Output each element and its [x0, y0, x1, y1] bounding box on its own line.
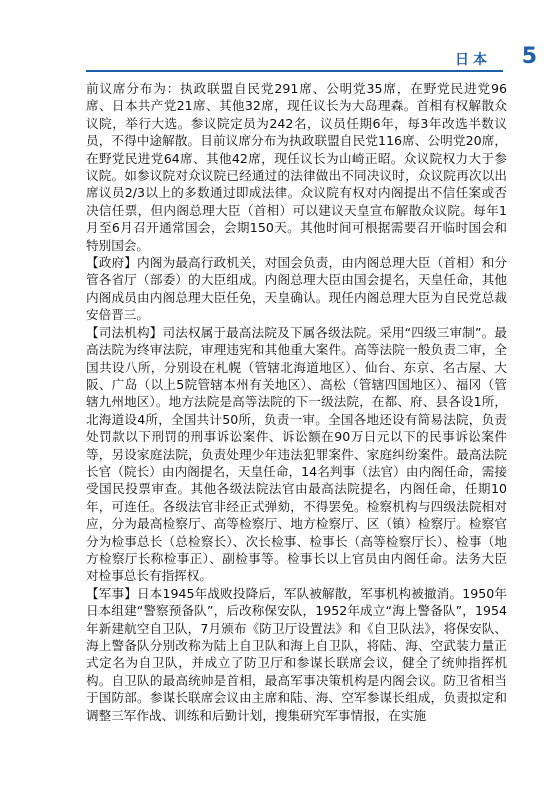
page-number: 5 [521, 44, 537, 69]
paragraph-judiciary: 【司法机构】司法权属于最高法院及下属各级法院。采用“四级三审制”。最高法院为终审法院，审理违宪和其他重大案件。高等法院一般负责二审，全国共设八所，分别设在札幌（管辖北海道地区）、仙台、东京、名古屋、大阪、广岛（以上5院管辖本州有关地区）、高松（管辖四国地区）、福冈（管辖九州地区）。地方法院是高等法院的下一级法院，在都、府、县各设1所，北海道设4所，全国共计50所，负责一审。全国各地还设有简易法院，负责处罚款以下刑罚的刑事诉讼案件、诉讼额在90万日元以下的民事诉讼案件等，另设家庭法院，负责处理少年违法犯罪案件、家庭纠纷案件。最高法院长官（院长）由内阁提名，天皇任命，14名判事（法官）由内阁任命，需接受国民投票审查。其他各级法院法官由最高法院提名，内阁任命，任期10年，可连任。各级法官非经正式弹劾，不得罢免。检察机构与四级法院相对应，分为最高检察厅、高等检察厅、地方检察厅、区（镇）检察厅。检察官分为检事总长（总检察长）、次长检事、检事长（高等检察厅长）、检事（地方检察厅长称检事正）、副检事等。检事长以上官员由内阁任命。法务大臣对检事总长有指挥权。 [86, 324, 507, 584]
paragraph-diet: 前议席分布为：执政联盟自民党291席、公明党35席，在野党民进党96席、日本共产党21席、其他32席，现任议长为大岛理森。首相有权解散众议院，举行大选。参议院定员为242名，议员任期6年，每3年改选半数议员，不得中途解散。目前议席分布为执政联盟自民党116席、公明党20席，在野党民进党64席、其他42席，现任议长为山崎正昭。众议院权力大于参议院。如参议院对众议院已经通过的法律做出不同决议时，众议院再次以出席议员2/3以上的多数通过即成法律。众议院有权对内阁提出不信任案或否决信任票，但内阁总理大臣（首相）可以建议天皇宣布解散众议院。每年1月至6月召开通常国会，会期150天。其他时间可根据需要召开临时国会和特别国会。 [86, 81, 507, 253]
running-header-country: 日本 [455, 52, 491, 68]
paragraph-government: 【政府】内阁为最高行政机关，对国会负责，由内阁总理大臣（首相）和分管各省厅（部委）的大臣组成。内阁总理大臣由国会提名，天皇任命，其他内阁成员由内阁总理大臣任免，天皇确认。现任内阁总理大臣为自民党总裁安倍晋三。 [86, 255, 507, 323]
body-text [86, 80, 507, 724]
page-header [0, 0, 559, 80]
header-rule [86, 70, 503, 72]
paragraph-military: 【军事】日本1945年战败投降后，军队被解散，军事机构被撤消。1950年日本组建“警察预备队”，后改称保安队，1952年成立“海上警备队”，1954年新建航空自卫队，7月颁布《防卫厅设置法》和《自卫队法》，将保安队、海上警备队分别改称为陆上自卫队和海上自卫队，将陆、海、空武装力量正式定名为自卫队，并成立了防卫厅和参谋长联席会议，健全了统帅指挥机构。自卫队的最高统帅是首相，最高军事决策机构是内阁会议。防卫省相当于国防部。参谋长联席会议由主席和陆、海、空军参谋长组成，负责拟定和调整三军作战、训练和后勤计划，搜集研究军事情报，在实施 [86, 585, 507, 723]
